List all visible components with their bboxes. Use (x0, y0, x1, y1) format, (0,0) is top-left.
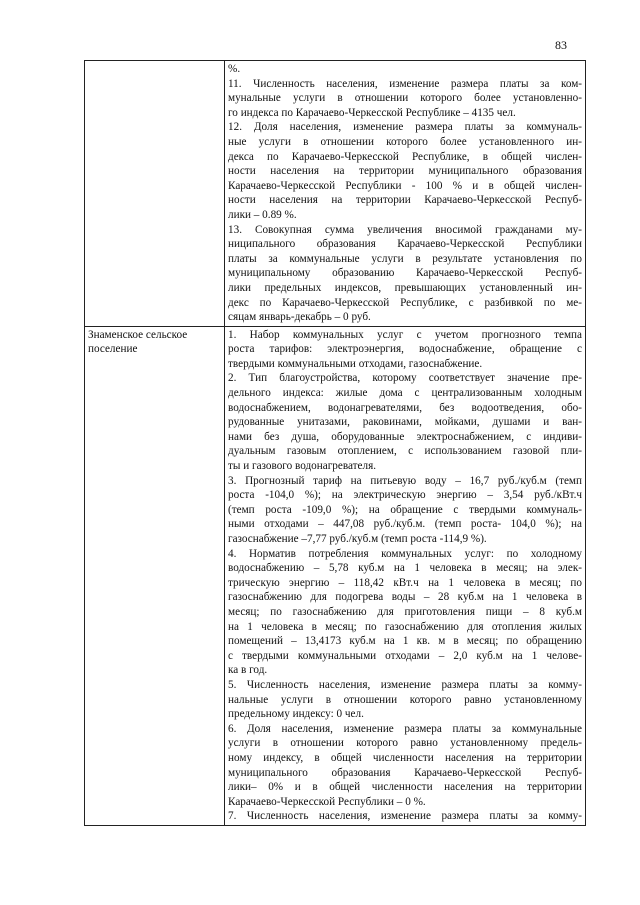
text-line: ности населения на территории муниципального образования (228, 165, 582, 178)
text-line: водоснабжением, водонагревателями, без водоотведения, обо- (228, 401, 582, 414)
text-line: ности населения на территории Карачаево-Черкесской Респуб- (228, 194, 582, 207)
text-line: 13. Совокупная сумма увеличения вносимой гражданами му- (228, 223, 582, 236)
text-line: 3. Прогнозный тариф на питьевую воду – 16,7 руб./куб.м (темп (228, 474, 582, 487)
document-table (84, 60, 586, 826)
text-line: 6. Доля населения, изменение размера платы за коммунальные (228, 722, 582, 735)
text-line: помещений – 13,4173 куб.м на 1 кв. м в месяц; по обращению (228, 635, 582, 648)
settlement-cell: Знаменское сельское поселение (85, 326, 225, 825)
text-line: газоснабжению для подогрева воды – 28 куб.м на 1 человека в (228, 591, 582, 604)
text-line: ному индексу, в общей численности населения на территории (228, 751, 582, 764)
text-line: сяцам январь-декабрь – 0 руб. (228, 311, 371, 324)
text-line: декса по Карачаево-Черкесской Республике, в общей числен- (228, 150, 582, 163)
text-line: роста -104,0 %); на электрическую энергию – 3,54 руб./кВт.ч (228, 489, 582, 502)
text-line: твердыми коммунальными отходами, газоснабжение. (228, 357, 483, 370)
text-line: платы за коммунальные услуги в результате установления по (228, 252, 582, 265)
settlement-cell (85, 61, 225, 327)
text-line: 2. Тип благоустройства, которому соответствует значение пре- (228, 372, 582, 385)
text-line: ка в год. (228, 664, 268, 677)
text-line: роста тарифов: электроэнергия, водоснабжение, обращение с (228, 343, 582, 356)
text-line: ниципального образования Карачаево-Черкесской Республики (228, 238, 582, 251)
text-line: лики– 0% и в общей численности населения на территории (228, 781, 582, 794)
description-cell (225, 61, 586, 327)
text-line: 11. Численность населения, изменение размера платы за ком- (228, 77, 582, 90)
text-line: дельного индекса: жилые дома с централизованным холодным (228, 387, 582, 400)
page-number: 83 (555, 38, 567, 52)
text-line: ты и газового водонагревателя. (228, 460, 377, 473)
text-line: 1. Набор коммунальных услуг с учетом прогнозного темпа (228, 328, 582, 341)
text-line: водоснабжению – 5,78 куб.м на 1 человека в месяц; на элек- (228, 562, 582, 575)
text-line: нальные услуги в отношении которого равно установленному (228, 693, 582, 706)
text-line: дуальным газовым отоплением, с использованием газовой пли- (228, 445, 582, 458)
text-line: нами без душа, оборудованные электроснабжением, с индиви- (228, 430, 582, 443)
text-line: 7. Численность населения, изменение размера платы за комму- (228, 810, 582, 823)
text-line: услуги в отношении которого равно установленному предель- (228, 737, 582, 750)
text-line: газоснабжение –7,77 руб./куб.м (темп роста -114,9 %). (228, 533, 487, 545)
text-line: мунальные услуги в отношении которого более установленно- (228, 92, 582, 105)
text-line: месяц; по газоснабжению для приготовления пищи – 8 куб.м (228, 605, 582, 618)
text-line: лики предельных индексов, превышающих установленный ин- (228, 281, 582, 294)
text-line: Карачаево-Черкесской Республики – 0 %. (228, 795, 426, 808)
text-line: Карачаево-Черкесской Республики - 100 % и в общей числен- (228, 179, 582, 192)
text-line: 4. Норматив потребления коммунальных услуг: по холодному (228, 547, 582, 560)
text-line: 5. Численность населения, изменение размера платы за комму- (228, 678, 582, 691)
text-line: 12. Доля населения, изменение размера платы за коммуналь- (228, 121, 582, 134)
text-line: ные услуги в отношении которого более установленного ин- (228, 135, 582, 148)
description-cell (225, 326, 586, 825)
text-line: %. (228, 63, 241, 75)
table-row (85, 326, 586, 825)
text-line: го индекса по Карачаево-Черкесской Республике – 4135 чел. (228, 106, 516, 119)
text-line: трическую энергию – 118,42 кВт.ч на 1 человека в месяц; по (228, 576, 582, 589)
text-line: (темп роста -109,0 %); на обращение с твердыми коммуналь- (228, 503, 582, 516)
text-line: с твердыми коммунальными отходами – 2,0 куб.м на 1 челове- (228, 649, 582, 662)
text-line: лики – 0.89 %. (228, 208, 297, 221)
text-line: муниципального образования Карачаево-Черкесской Респуб- (228, 766, 582, 779)
text-line: рудованные унитазами, раковинами, мойками, душами и ван- (228, 416, 582, 429)
text-line: муниципальному образованию Карачаево-Черкесской Респуб- (228, 267, 582, 280)
text-line: предельному индексу: 0 чел. (228, 708, 364, 721)
table-row (85, 61, 586, 327)
text-line: на 1 человека в месяц; по газоснабжению для отопления жилых (228, 620, 582, 633)
text-line: ными отходами – 447,08 руб./куб.м. (темп роста- 104,0 %); на (228, 518, 582, 531)
text-line: декс по Карачаево-Черкесской Республике, с разбивкой по ме- (228, 296, 582, 309)
